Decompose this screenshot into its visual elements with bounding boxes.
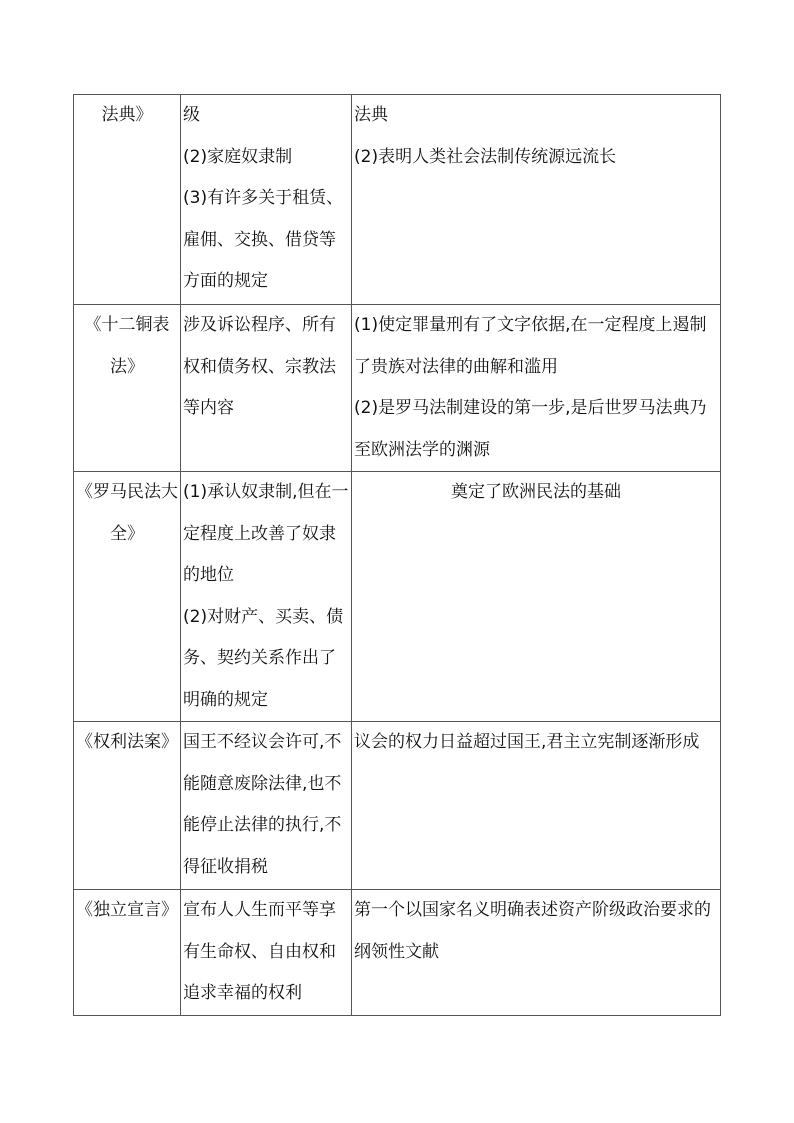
law-name: 《权利法案》 — [76, 732, 178, 752]
table-row — [74, 722, 721, 890]
table-row — [74, 95, 721, 305]
law-content-cell — [181, 472, 352, 722]
table-row — [74, 890, 721, 1016]
table-row — [74, 305, 721, 472]
law-name: 法典》 — [101, 105, 153, 125]
law-name-cell — [74, 890, 181, 1016]
law-effect-cell — [352, 305, 721, 472]
effect-line: (2)表明人类社会法制传统源远流长 — [354, 146, 617, 167]
law-effect-cell — [352, 472, 721, 722]
law-name-cell — [74, 95, 181, 305]
table-row — [74, 472, 721, 722]
effect-line: 法典 — [354, 105, 388, 125]
content-line: 国王不经议会许可,不能随意废除法律,也不能停止法律的执行,不得征收捐税 — [183, 732, 342, 877]
effect-line: (2)是罗马法制建设的第一步,是后世罗马法典乃至欧洲法学的渊源 — [354, 398, 707, 460]
content-line: (2)对财产、买卖、债务、契约关系作出了明确的规定 — [183, 606, 344, 710]
law-content-cell — [181, 722, 352, 890]
law-name: 《罗马民法大全》 — [76, 482, 178, 544]
law-name-cell — [74, 722, 181, 890]
content-line: 涉及诉讼程序、所有权和债务权、宗教法等内容 — [183, 315, 336, 418]
content-line: (1)承认奴隶制,但在一定程度上改善了奴隶的地位 — [183, 482, 349, 585]
law-name: 《十二铜表法》 — [84, 315, 170, 377]
content-line: (3)有许多关于租赁、雇佣、交换、借贷等方面的规定 — [183, 188, 344, 291]
content-line: 级 — [183, 105, 200, 125]
effect-line: 第一个以国家名义明确表述资产阶级政治要求的纲领性文献 — [354, 900, 711, 962]
law-content-cell — [181, 890, 352, 1016]
law-name-cell — [74, 472, 181, 722]
law-name-cell — [74, 305, 181, 472]
law-effect-cell — [352, 722, 721, 890]
content-line: 宣布人人生而平等享有生命权、自由权和追求幸福的权利 — [183, 900, 336, 1003]
effect-line: (1)使定罪量刑有了文字依据,在一定程度上遏制了贵族对法律的曲解和滥用 — [354, 315, 707, 377]
law-effect-cell — [352, 95, 721, 305]
law-content-cell — [181, 305, 352, 472]
effect-line: 奠定了欧洲民法的基础 — [451, 482, 621, 502]
law-name: 《独立宣言》 — [76, 900, 178, 920]
law-effect-cell — [352, 890, 721, 1016]
law-comparison-table — [73, 94, 721, 1016]
law-content-cell — [181, 95, 352, 305]
content-line: (2)家庭奴隶制 — [183, 146, 293, 167]
effect-line: 议会的权力日益超过国王,君主立宪制逐渐形成 — [354, 732, 700, 752]
